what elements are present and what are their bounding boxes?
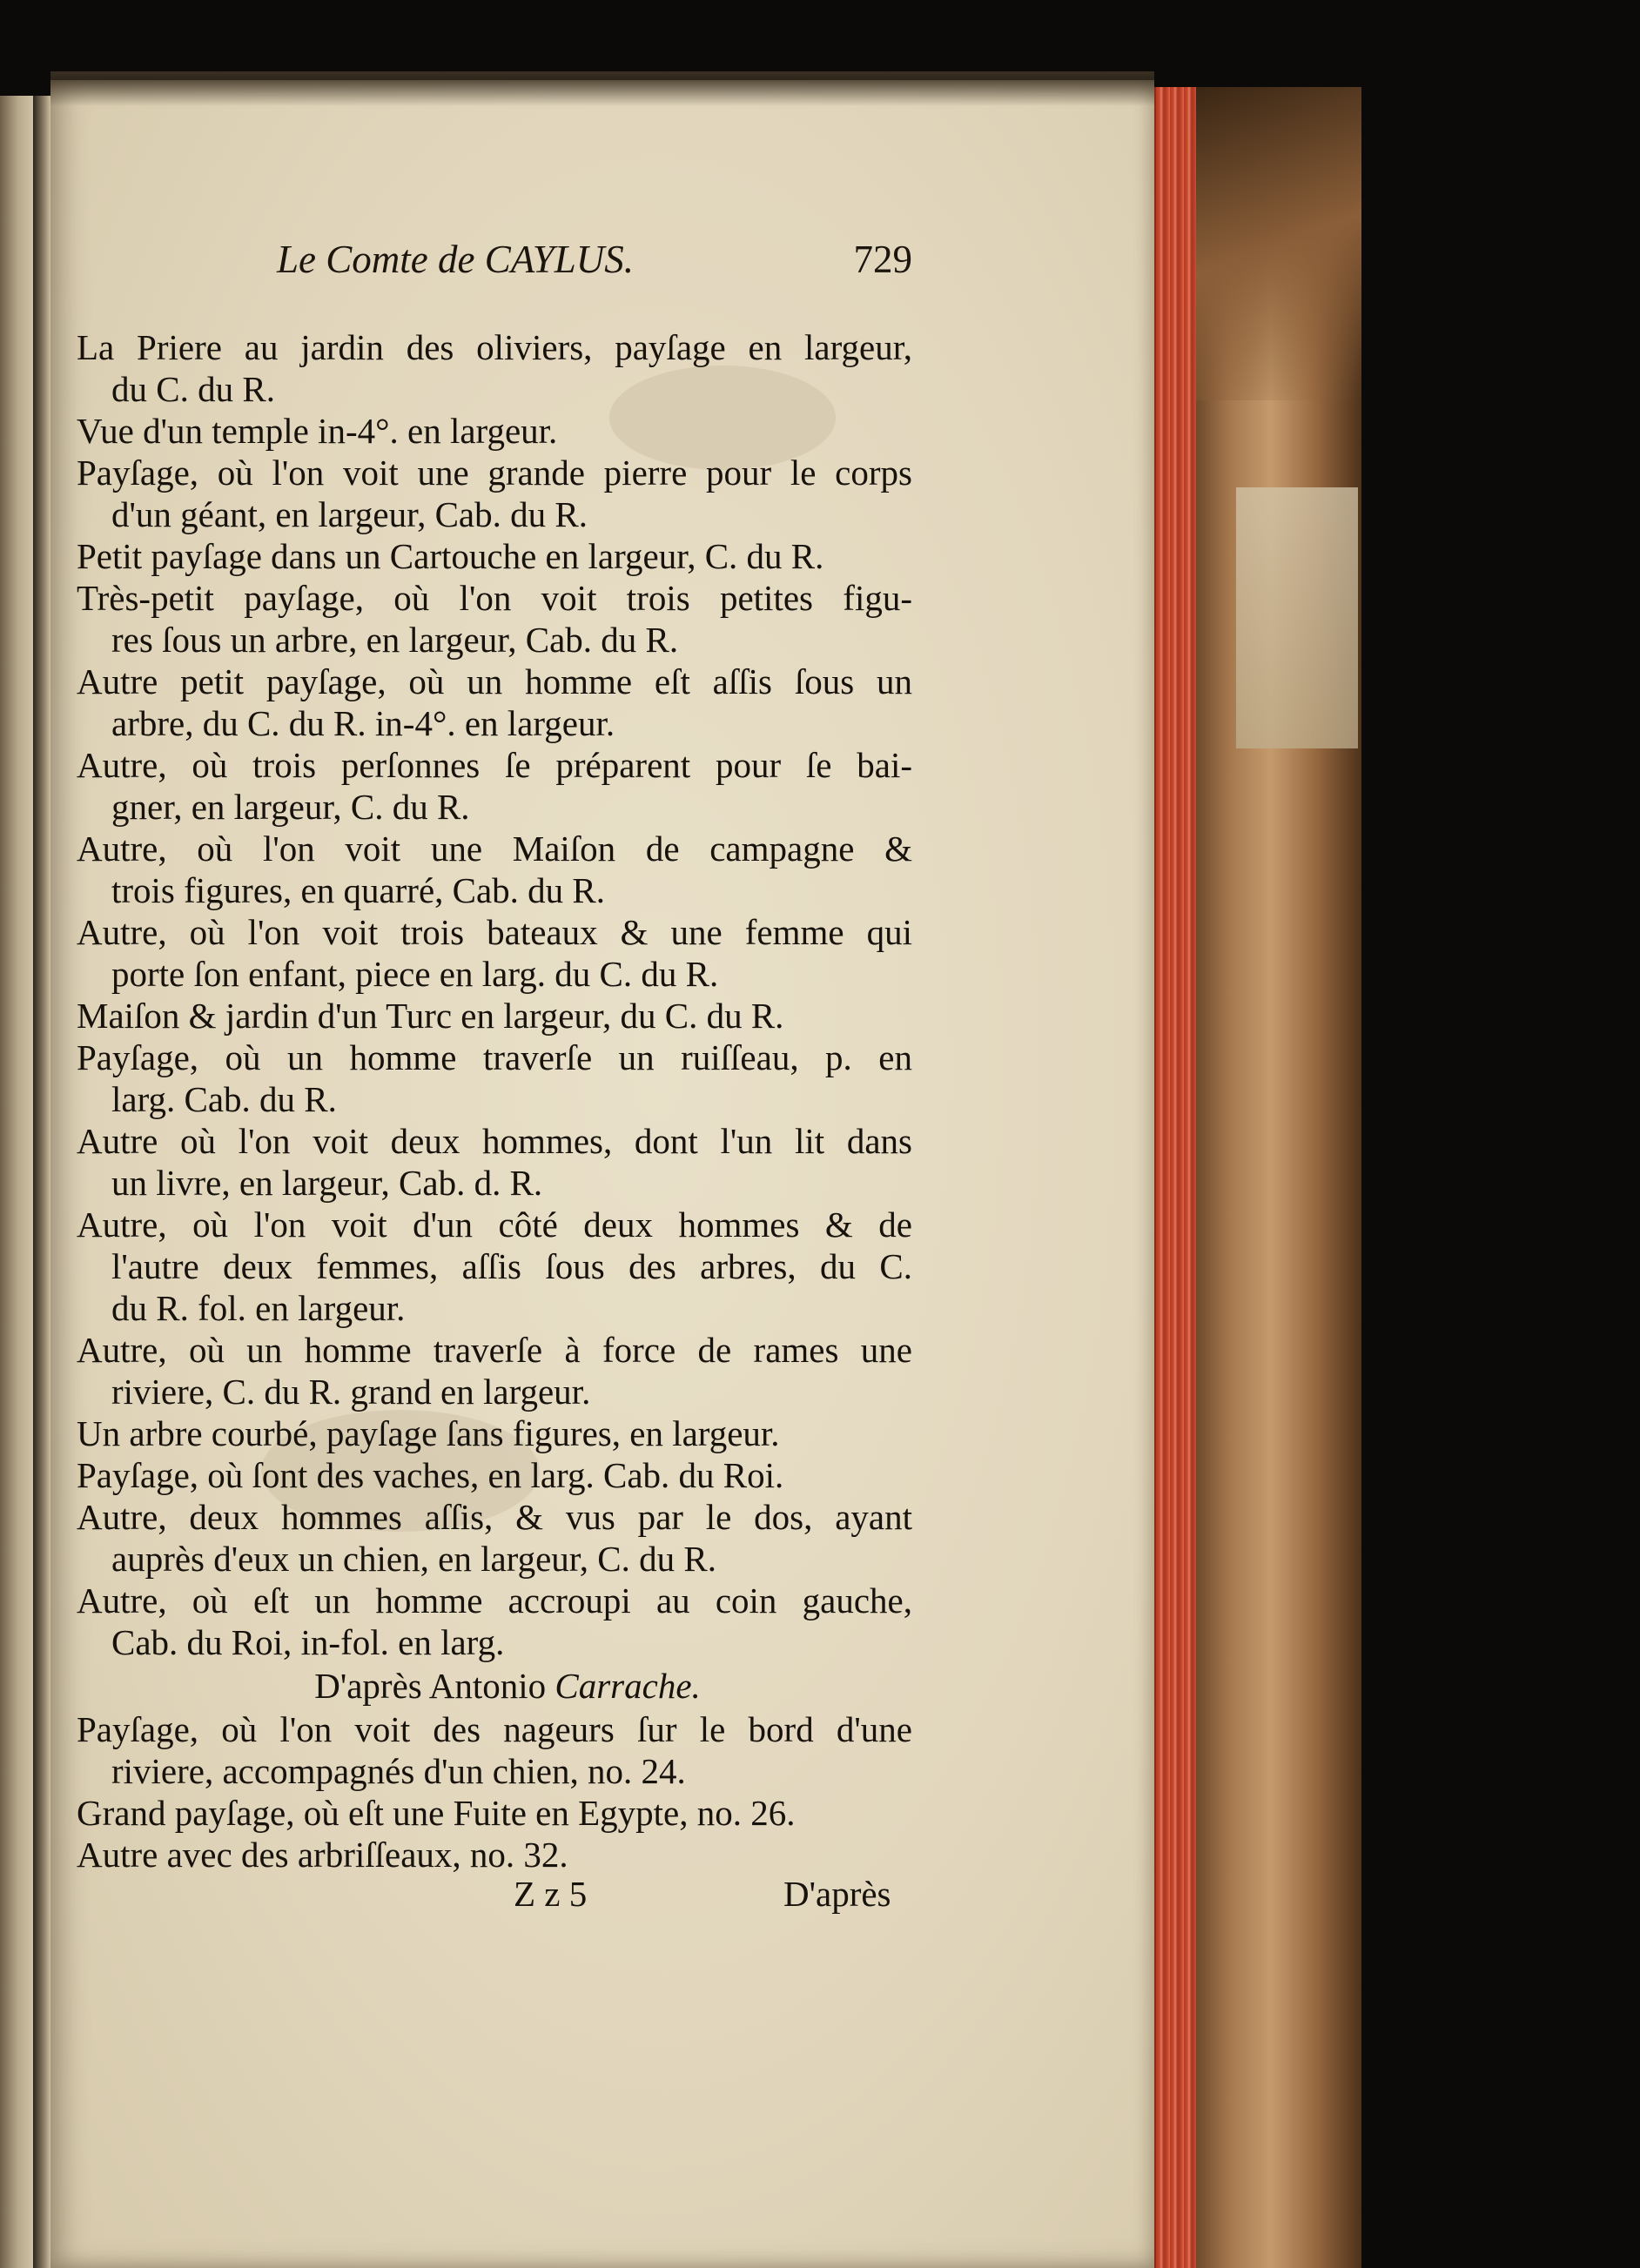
catalogue-entry xyxy=(77,1037,912,1120)
entry-first-line: Autre, où l'on voit trois bateaux & une femme qui xyxy=(77,912,912,952)
catalogue-entry xyxy=(77,911,912,995)
entry-first-line: Grand payſage, où eſt une Fuite en Egypte, no. 26. xyxy=(77,1793,796,1833)
binding-board xyxy=(1196,87,1361,2268)
entry-first-line: Maiſon & jardin d'un Turc en largeur, du C. du R. xyxy=(77,996,784,1036)
entry-first-line: Autre, où un homme traverſe à force de rames une xyxy=(77,1330,912,1370)
page-number: 729 xyxy=(853,238,912,281)
binding-board-paper-patch xyxy=(1236,487,1358,748)
catalogue-entry xyxy=(77,1496,912,1580)
catalogue-entry xyxy=(77,661,912,744)
binding-board-shadow xyxy=(1196,87,1361,400)
catalogue-entry xyxy=(77,744,912,828)
entry-continuation-line: res ſous un arbre, en largeur, Cab. du R. xyxy=(111,620,679,660)
entry-continuation-line: trois figures, en quarré, Cab. du R. xyxy=(111,870,606,910)
entry-first-line: Vue d'un temple in-4°. en largeur. xyxy=(77,411,558,451)
catalogue-entry xyxy=(77,452,912,535)
entry-continuation-line: riviere, accompagnés d'un chien, no. 24. xyxy=(111,1751,686,1791)
entry-first-line: Autre où l'on voit deux hommes, dont l'un lit dans xyxy=(77,1121,912,1161)
red-page-edges xyxy=(1154,87,1198,2268)
entry-first-line: Un arbre courbé, payſage ſans figures, en largeur. xyxy=(77,1413,780,1453)
entry-continuation-line: Cab. du Roi, in-fol. en larg. xyxy=(111,1622,505,1662)
entry-continuation-line: du R. fol. en largeur. xyxy=(111,1288,406,1328)
entry-continuation-line: riviere, C. du R. grand en largeur. xyxy=(111,1372,591,1412)
entry-first-line: Très-petit payſage, où l'on voit trois petites figu- xyxy=(77,578,912,618)
catchword: D'après xyxy=(783,1874,891,1914)
catalogue-entry xyxy=(77,1580,912,1663)
section-heading xyxy=(77,1663,912,1708)
entry-continuation-line: auprès d'eux un chien, en largeur, C. du R. xyxy=(111,1539,716,1579)
section-heading-artist: Carrache. xyxy=(555,1666,701,1706)
catalogue-entry xyxy=(77,1708,912,1792)
catalogue-entry xyxy=(77,1120,912,1204)
entry-first-line: La Priere au jardin des oliviers, payſage en largeur, xyxy=(77,327,912,367)
entry-first-line: Autre avec des arbriſſeaux, no. 32. xyxy=(77,1835,568,1875)
catalogue-entry xyxy=(77,1792,912,1834)
signature-mark: Z z 5 xyxy=(514,1874,588,1914)
catalogue-entry xyxy=(77,326,912,410)
entry-continuation-line: du C. du R. xyxy=(111,369,275,409)
entry-first-line: Payſage, où l'on voit une grande pierre pour le corps xyxy=(77,453,912,493)
page-top-shadow xyxy=(50,71,1154,106)
running-head xyxy=(277,237,912,282)
entry-first-line: Payſage, où l'on voit des nageurs ſur le bord d'une xyxy=(77,1709,912,1749)
running-title: Le Comte de CAYLUS. xyxy=(277,238,635,281)
section-heading-prefix: D'après Antonio xyxy=(314,1666,555,1706)
catalogue-entry xyxy=(77,1412,912,1454)
entry-continuation-line: larg. Cab. du R. xyxy=(111,1079,337,1119)
catalogue-entry xyxy=(77,828,912,911)
entry-first-line: Payſage, où ſont des vaches, en larg. Cab. du Roi. xyxy=(77,1455,784,1495)
catalogue-entry xyxy=(77,1454,912,1496)
entry-continuation-line: gner, en largeur, C. du R. xyxy=(111,787,470,827)
entry-continuation-line: arbre, du C. du R. in-4°. en largeur. xyxy=(111,703,615,743)
catalogue-entry xyxy=(77,577,912,661)
entry-continuation-line: porte ſon enfant, piece en larg. du C. du R. xyxy=(111,954,719,994)
entry-first-line: Autre, où l'on voit une Maiſon de campagne & xyxy=(77,829,912,869)
entry-first-line: Payſage, où un homme traverſe un ruiſſeau, p. en xyxy=(77,1037,912,1077)
entry-first-line: Autre, où l'on voit d'un côté deux hommes & de xyxy=(77,1204,912,1245)
catalogue-entry xyxy=(77,1204,912,1329)
catalogue-entries xyxy=(77,326,912,1875)
entry-first-line: Autre, où trois perſonnes ſe préparent pour ſe bai- xyxy=(77,745,912,785)
entry-continuation-line: l'autre deux femmes, aſſis ſous des arbres, du C. xyxy=(111,1246,912,1286)
entry-continuation-line: d'un géant, en largeur, Cab. du R. xyxy=(111,494,588,534)
entry-first-line: Autre, deux hommes aſſis, & vus par le dos, ayant xyxy=(77,1497,912,1537)
book-gutter xyxy=(33,96,50,2268)
previous-page-edge xyxy=(0,96,35,2268)
catalogue-entry xyxy=(77,995,912,1037)
entry-first-line: Petit payſage dans un Cartouche en largeur, C. du R. xyxy=(77,536,824,576)
entry-continuation-line: un livre, en largeur, Cab. d. R. xyxy=(111,1163,543,1203)
catalogue-entry xyxy=(77,535,912,577)
catalogue-entry xyxy=(77,1329,912,1412)
entry-first-line: Autre petit payſage, où un homme eſt aſſis ſous un xyxy=(77,661,912,701)
entry-first-line: Autre, où eſt un homme accroupi au coin gauche, xyxy=(77,1580,912,1620)
catalogue-entry xyxy=(77,1834,912,1875)
catalogue-entry xyxy=(77,410,912,452)
